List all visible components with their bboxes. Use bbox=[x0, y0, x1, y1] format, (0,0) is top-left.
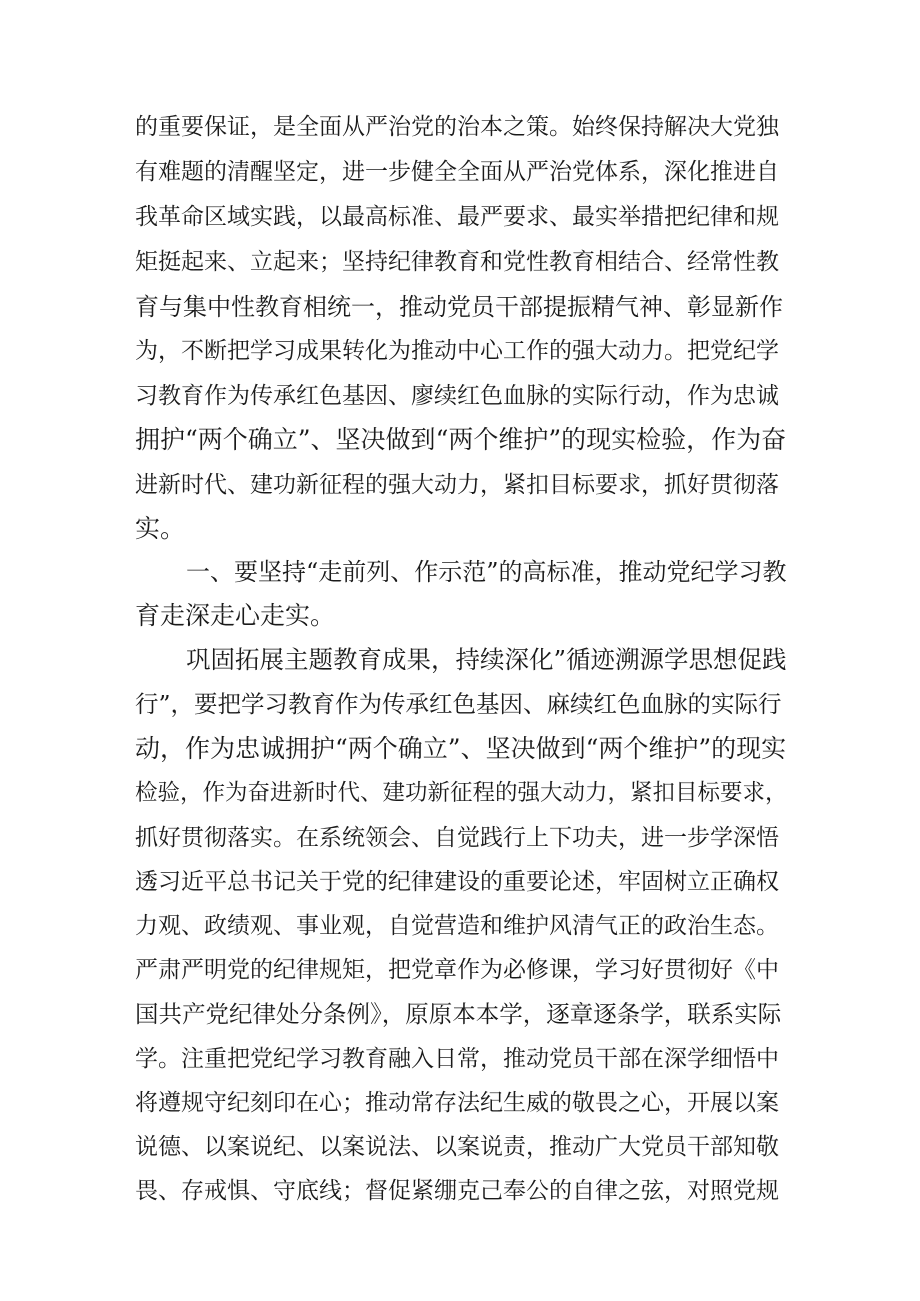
text-line: 实。 bbox=[135, 514, 186, 543]
text-line: 国共产党纪律处分条例》，原原本本学，逐章逐条学，联系实际 bbox=[135, 1000, 782, 1028]
text-line: 抓好贯彻落实。在系统领会、自觉践行上下功夫，进一步学深悟 bbox=[135, 825, 779, 851]
text-line: 进新时代、建功新征程的强大动力，紧扣目标要求，抓好贯彻落 bbox=[135, 472, 779, 498]
text-line: 畏、存戒惧、守底线；督促紧绷克己奉公的自律之弦，对照党规 bbox=[135, 1178, 779, 1204]
text-line: 力观、政绩观、事业观，自觉营造和维护风清气正的政治生态。 bbox=[135, 913, 779, 939]
text-line: 育与集中性教育相统一，推动党员干部提振精气神、彰显新作 bbox=[135, 293, 783, 321]
text-line: 拥护“两个确立”、坚决做到“两个维护”的现实检验，作为奋 bbox=[135, 425, 787, 454]
text-line: 学。注重把党纪学习教育融入日常，推动党员干部在深学细悟中 bbox=[135, 1046, 779, 1072]
text-line: 习教育作为传承红色基因、廖续红色血脉的实际行动，作为忠诚 bbox=[135, 383, 779, 409]
text-line: 巩固拓展主题教育成果，持续深化”循迹溯源学思想促践 bbox=[186, 645, 787, 674]
text-line: 透习近平总书记关于党的纪律建设的重要论述，牢固树立正确权 bbox=[135, 869, 779, 895]
text-line: 检验，作为奋进新时代、建功新征程的强大动力，紧扣目标要求， bbox=[135, 780, 788, 806]
section-heading-line: 育走深走心走实。 bbox=[135, 601, 336, 630]
text-line: 有难题的清醒坚定，进一步健全全面从严治党体系，深化推进自 bbox=[135, 159, 779, 185]
text-line: 的重要保证，是全面从严治党的治本之策。始终保持解决大党独 bbox=[135, 114, 779, 140]
text-line: 严肃严明党的纪律规矩，把党章作为必修课，学习好贯彻好《中 bbox=[135, 957, 779, 983]
text-line: 我革命区域实践，以最高标准、最严要求、最实举措把纪律和规 bbox=[135, 204, 779, 230]
text-line: 将遵规守纪刻印在心；推动常存法纪生威的敬畏之心，开展以案 bbox=[135, 1090, 779, 1116]
text-line: 说德、以案说纪、以案说法、以案说责，推动广大党员干部知敬 bbox=[135, 1134, 779, 1160]
text-line: 行”，要把学习教育作为传承红色基因、麻续红色血脉的实际行 bbox=[135, 690, 782, 718]
text-line: 动，作为忠诚拥护“两个确立”、坚决做到“两个维护”的现实 bbox=[135, 734, 787, 763]
text-line: 为，不断把学习成果转化为推动中心工作的强大动力。把党纪学 bbox=[135, 338, 779, 364]
section-heading-line: 一、要坚持“走前列、作示范”的高标准，推动党纪学习教 bbox=[186, 558, 787, 586]
text-line: 矩挺起来、立起来；坚持纪律教育和党性教育相结合、经常性教 bbox=[135, 249, 779, 275]
